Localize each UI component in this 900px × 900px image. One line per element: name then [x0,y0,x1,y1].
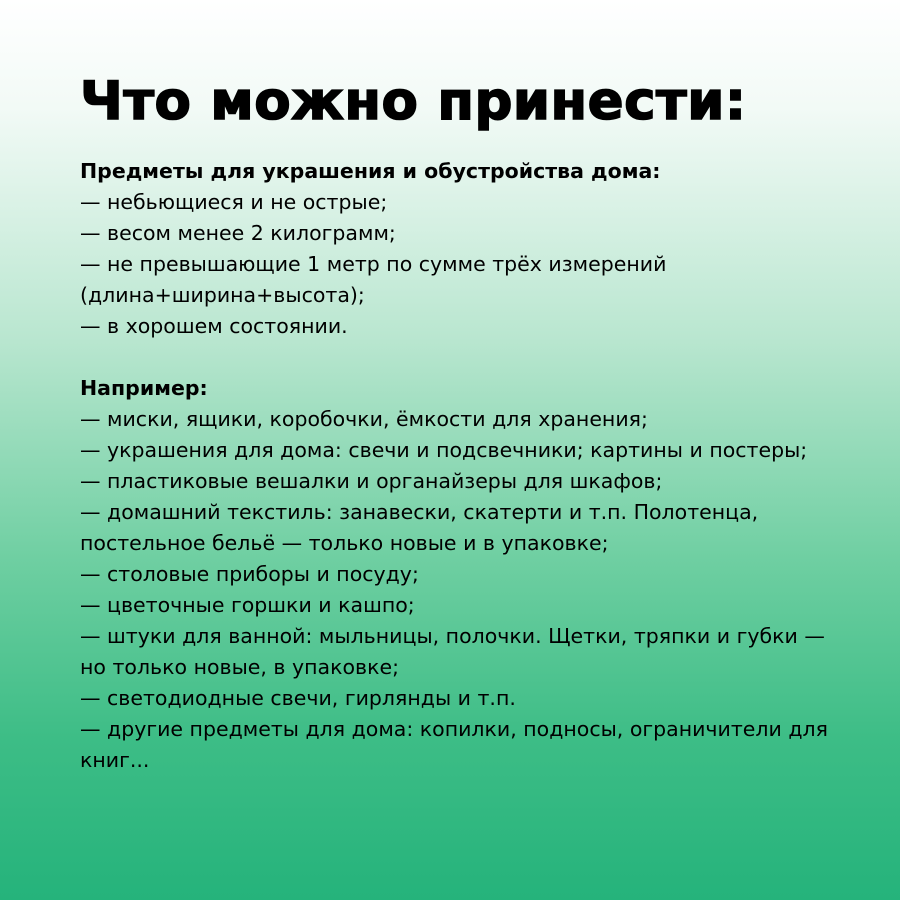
section-requirements [80,156,840,342]
requirements-list [80,187,840,342]
list-item: — пластиковые вешалки и органайзеры для шкафов; [80,469,663,493]
list-item: — домашний текстиль: занавески, скатерти и т.п. Полотенца, постельное бельё — только новые и в упаковке; [80,500,759,555]
list-item: — небьющиеся и не острые; [80,190,388,214]
list-item: — не превышающие 1 метр по сумме трёх измерений (длина+ширина+высота); [80,252,667,307]
list-item: — штуки для ванной: мыльницы, полочки. Щетки, тряпки и губки — но только новые, в упаковке; [80,624,825,679]
section-heading: Предметы для украшения и обустройства дома: [80,159,661,183]
list-item: — светодиодные свечи, гирлянды и т.п. [80,686,516,710]
list-item: — другие предметы для дома: копилки, подносы, ограничители для книг... [80,717,828,772]
examples-list [80,404,840,776]
list-item: — столовые приборы и посуду; [80,562,419,586]
list-item: — миски, ящики, коробочки, ёмкости для хранения; [80,407,648,431]
section-heading: Например: [80,376,208,400]
list-item: — украшения для дома: свечи и подсвечники; картины и постеры; [80,438,808,462]
page-title: Что можно принести: [80,71,747,132]
list-item: — в хорошем состоянии. [80,314,348,338]
section-examples [80,373,840,776]
list-item: — весом менее 2 килограмм; [80,221,396,245]
list-item: — цветочные горшки и кашпо; [80,593,415,617]
